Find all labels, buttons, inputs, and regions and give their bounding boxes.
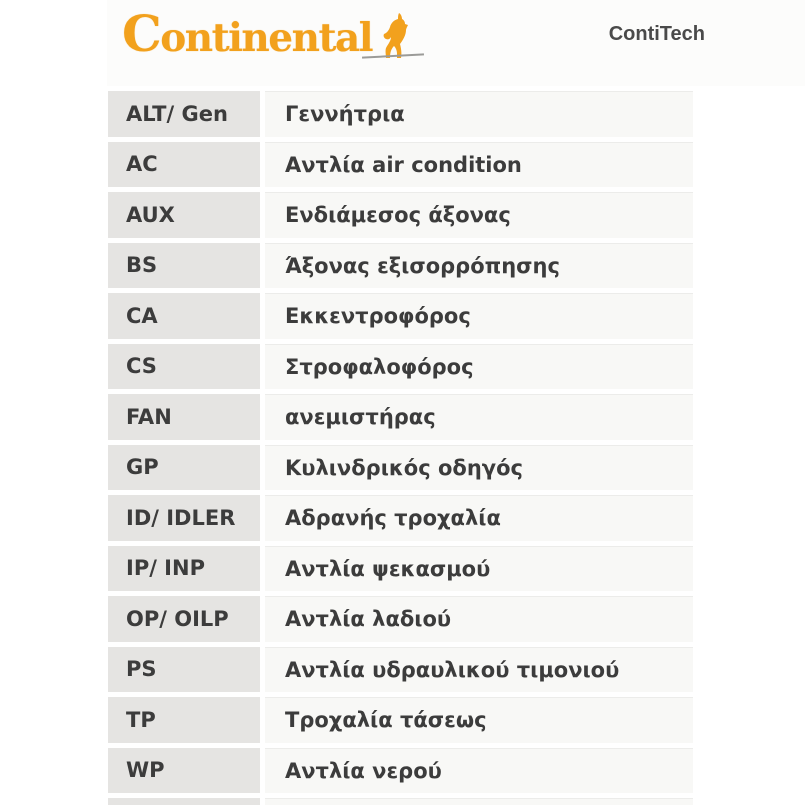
rearing-horse-icon [370,12,420,60]
table-row [108,293,693,339]
table-row [108,546,693,592]
table-row [108,495,693,541]
abbreviation-cell: FAN [108,394,260,440]
description-cell [265,798,693,805]
abbreviation-cell: TP [108,697,260,743]
description-cell: Εκκεντροφόρος [265,293,693,339]
abbreviation-cell: CA [108,293,260,339]
table-row [108,394,693,440]
description-cell: Κυλινδρικός οδηγός [265,445,693,491]
table-row [108,748,693,794]
page-header [107,0,805,86]
abbreviation-cell: CS [108,344,260,390]
abbreviation-cell: PS [108,647,260,693]
description-cell: Άξονας εξισορρόπησης [265,243,693,289]
abbreviation-cell: AC [108,142,260,188]
abbreviation-cell: ID/ IDLER [108,495,260,541]
description-cell: Τροχαλία τάσεως [265,697,693,743]
description-cell: Αντλία ψεκασμού [265,546,693,592]
table-row [108,192,693,238]
table-row [108,243,693,289]
description-cell: Αντλία air condition [265,142,693,188]
continental-wordmark: Continental [122,4,373,63]
abbreviation-cell: GP [108,445,260,491]
abbreviation-cell: IP/ INP [108,546,260,592]
abbreviation-cell [108,798,260,805]
table-row [108,91,693,137]
continental-logo [122,4,420,63]
table-row [108,445,693,491]
description-cell: Αντλία υδραυλικού τιμονιού [265,647,693,693]
abbreviation-cell: BS [108,243,260,289]
table-row [108,142,693,188]
description-cell: ανεμιστήρας [265,394,693,440]
table-row [108,697,693,743]
table-row [108,344,693,390]
description-cell: Αδρανής τροχαλία [265,495,693,541]
description-cell: Αντλία λαδιού [265,596,693,642]
abbreviation-legend-table [108,91,693,805]
table-row [108,647,693,693]
table-row [108,798,693,805]
table-row [108,596,693,642]
abbreviation-cell: AUX [108,192,260,238]
description-cell: Στροφαλοφόρος [265,344,693,390]
description-cell: Γεννήτρια [265,91,693,137]
abbreviation-cell: OP/ OILP [108,596,260,642]
abbreviation-cell: ALT/ Gen [108,91,260,137]
abbreviation-cell: WP [108,748,260,794]
description-cell: Αντλία νερού [265,748,693,794]
contitech-logo: ContiTech [608,23,705,45]
description-cell: Ενδιάμεσος άξονας [265,192,693,238]
